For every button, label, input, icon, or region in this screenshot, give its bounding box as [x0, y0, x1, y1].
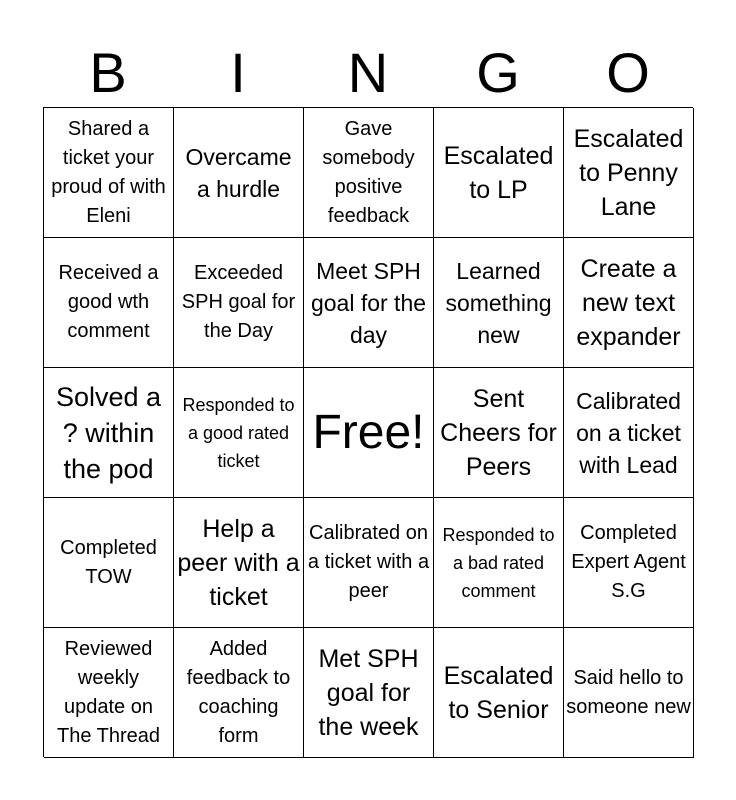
bingo-cell-r2-c1[interactable]: [44, 238, 174, 368]
bingo-cell-r2-c4[interactable]: [434, 238, 564, 368]
cell-label: Gave somebody positive feedback: [322, 117, 415, 227]
cell-label: Solved a ? within the pod: [55, 381, 162, 484]
header-letter-o: O: [606, 41, 650, 104]
header-letter-g: G: [476, 41, 520, 104]
cell-label: Overcame a hurdle: [185, 143, 292, 202]
bingo-cell-free-space[interactable]: [304, 368, 434, 498]
cell-label: Received a good wth comment: [58, 262, 159, 342]
bingo-cell-r3-c5[interactable]: [564, 368, 694, 498]
cell-label: Met SPH goal for the week: [318, 644, 419, 741]
bingo-cell-r5-c3[interactable]: [304, 628, 434, 758]
cell-label: Completed TOW: [60, 536, 157, 588]
cell-label: Shared a ticket your proud of with Eleni: [51, 117, 166, 227]
bingo-cell-r1-c4[interactable]: [434, 108, 564, 238]
bingo-cell-r3-c1[interactable]: [44, 368, 174, 498]
header-letter-b: B: [89, 41, 127, 104]
bingo-cell-r5-c5[interactable]: [564, 628, 694, 758]
cell-label: Reviewed weekly update on The Thread: [56, 637, 161, 747]
bingo-cell-r1-c5[interactable]: [564, 108, 694, 238]
bingo-cell-r4-c2[interactable]: [174, 498, 304, 628]
cell-label: Escalated to Penny Lane: [573, 124, 684, 221]
bingo-cell-r5-c1[interactable]: [44, 628, 174, 758]
cell-label: Calibrated on a ticket with Lead: [576, 387, 681, 478]
cell-label: Said hello to someone new: [566, 666, 691, 718]
bingo-cell-r3-c4[interactable]: [434, 368, 564, 498]
cell-label: Completed Expert Agent S.G: [571, 522, 686, 602]
bingo-cell-r3-c2[interactable]: [174, 368, 304, 498]
cell-label: Added feedback to coaching form: [186, 637, 291, 747]
bingo-cell-r1-c1[interactable]: [44, 108, 174, 238]
cell-label: Responded to a good rated ticket: [182, 394, 295, 471]
bingo-cell-r4-c3[interactable]: [304, 498, 434, 628]
bingo-board: [43, 107, 693, 757]
cell-label: Responded to a bad rated comment: [442, 524, 555, 601]
cell-label: Sent Cheers for Peers: [440, 384, 557, 481]
bingo-cell-r2-c3[interactable]: [304, 238, 434, 368]
bingo-cell-r2-c5[interactable]: [564, 238, 694, 368]
bingo-cell-r4-c4[interactable]: [434, 498, 564, 628]
cell-label: Exceeded SPH goal for the Day: [181, 262, 296, 342]
bingo-cell-r5-c4[interactable]: [434, 628, 564, 758]
bingo-cell-r2-c2[interactable]: [174, 238, 304, 368]
cell-label: Create a new text expander: [576, 254, 681, 351]
bingo-cell-r1-c3[interactable]: [304, 108, 434, 238]
cell-label: Escalated to LP: [443, 141, 554, 204]
cell-label: Escalated to Senior: [443, 661, 554, 724]
bingo-cell-r4-c5[interactable]: [564, 498, 694, 628]
cell-label: Calibrated on a ticket with a peer: [307, 522, 430, 602]
header-letter-n: N: [347, 41, 389, 104]
header-letter-i: I: [230, 41, 246, 104]
cell-label: Free!: [312, 405, 425, 459]
bingo-cell-r1-c2[interactable]: [174, 108, 304, 238]
cell-label: Meet SPH goal for the day: [310, 257, 427, 348]
bingo-header: [43, 40, 693, 106]
cell-label: Learned something new: [445, 257, 552, 348]
cell-label: Help a peer with a ticket: [177, 514, 300, 611]
bingo-cell-r4-c1[interactable]: [44, 498, 174, 628]
bingo-cell-r5-c2[interactable]: [174, 628, 304, 758]
